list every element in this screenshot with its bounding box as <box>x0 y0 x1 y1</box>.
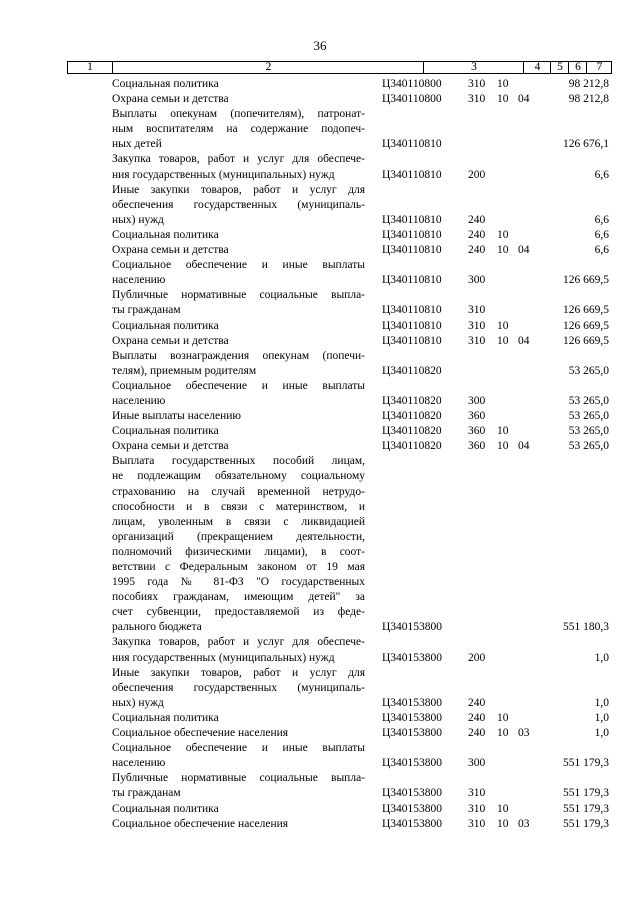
table-row <box>0 243 640 258</box>
table-row <box>0 802 640 817</box>
row-description <box>112 77 365 92</box>
amount: 98 212,8 <box>568 78 609 90</box>
table-row <box>0 726 640 741</box>
description-line: телям), приемным родителям <box>112 364 257 377</box>
expense-type: 310 <box>468 78 486 90</box>
section-code: 10 <box>497 334 509 347</box>
expense-type: 240 <box>468 213 486 226</box>
table-row <box>0 349 640 379</box>
description-line: организаций (прекращением деятельности, <box>112 530 365 543</box>
header-col-6: 6 <box>568 62 587 73</box>
target-article-code: Ц340110810 <box>382 228 442 241</box>
description-line: ных) нужд <box>112 696 164 709</box>
subsection-code: 04 <box>518 440 530 453</box>
row-description <box>112 288 365 318</box>
row-description <box>112 107 365 152</box>
description-line: ты гражданам <box>112 304 181 317</box>
row-description <box>112 635 365 665</box>
description-line: Социальное обеспечение и иные выплаты <box>112 379 365 392</box>
description-line: ных детей <box>112 138 162 151</box>
section-code: 10 <box>497 228 509 241</box>
row-description <box>112 666 365 711</box>
subsection-code: 03 <box>518 817 530 830</box>
description-line: Социальное обеспечение и иные выплаты <box>112 742 365 755</box>
section-code: 10 <box>497 817 509 830</box>
row-description <box>112 726 365 741</box>
table-row <box>0 152 640 182</box>
description-line: населению <box>112 274 166 287</box>
description-line: Социальное обеспечение и иные выплаты <box>112 259 365 272</box>
amount: 98 212,8 <box>568 93 609 106</box>
expense-type: 360 <box>468 440 486 453</box>
section-code: 10 <box>497 244 509 257</box>
description-line: рального бюджета <box>112 621 202 634</box>
amount: 6,6 <box>594 168 609 181</box>
row-description <box>112 802 365 817</box>
section-code: 10 <box>497 711 509 724</box>
target-article-code: Ц340153800 <box>382 757 443 770</box>
table-row <box>0 183 640 228</box>
amount: 1,0 <box>594 696 609 709</box>
amount: 53 265,0 <box>568 425 609 438</box>
target-article-code: Ц340153800 <box>382 787 443 800</box>
target-article-code: Ц340153800 <box>382 802 443 815</box>
row-description <box>112 183 365 228</box>
description-line: Публичные нормативные социальные выпла- <box>112 289 365 302</box>
amount: 551 180,3 <box>563 621 609 634</box>
header-col-3: 3 <box>423 62 524 73</box>
target-article-code: Ц340110810 <box>382 274 442 287</box>
amount: 53 265,0 <box>568 440 609 453</box>
target-article-code: Ц340153800 <box>382 727 443 740</box>
target-article-code: Ц340110810 <box>382 319 442 332</box>
amount: 1,0 <box>594 651 609 664</box>
section-code: 10 <box>497 727 509 740</box>
header-col-7: 7 <box>586 62 612 73</box>
description-line: ния государственных (муниципальных) нужд <box>112 168 335 181</box>
expense-type: 360 <box>468 425 486 438</box>
target-article-code: Ц340110810 <box>382 244 442 257</box>
description-line: Закупка товаров, работ и услуг для обеспече- <box>112 636 365 649</box>
table-row <box>0 258 640 288</box>
table-row <box>0 454 640 635</box>
subsection-code: 04 <box>518 93 530 106</box>
description-line: Охрана семьи и детства <box>112 244 229 257</box>
target-article-code: Ц340110810 <box>382 304 442 317</box>
expense-type: 310 <box>468 319 486 332</box>
description-line: Социальная политика <box>112 319 219 332</box>
expense-type: 360 <box>468 410 486 423</box>
description-line: Социальная политика <box>112 802 219 815</box>
description-line: пособиях гражданам, имеющим детей" за <box>112 591 365 604</box>
amount: 6,6 <box>594 213 609 226</box>
target-article-code: Ц340153800 <box>382 817 443 830</box>
expense-type: 300 <box>468 274 486 287</box>
expense-type: 310 <box>468 802 486 815</box>
section-code: 10 <box>497 440 509 453</box>
description-line: ветствии с Федеральным законом от 19 мая <box>112 561 365 573</box>
table-row <box>0 379 640 409</box>
expense-type: 240 <box>468 727 486 740</box>
target-article-code: Ц340110810 <box>382 213 442 226</box>
description-line: счет субвенции, предоставляемой из феде- <box>112 606 365 619</box>
expense-type: 240 <box>468 696 486 709</box>
section-code: 10 <box>497 93 509 106</box>
row-description <box>112 771 365 801</box>
expense-type: 240 <box>468 244 486 257</box>
description-line: Публичные нормативные социальные выпла- <box>112 772 365 785</box>
description-line: Выплаты вознаграждения опекунам (попечи- <box>112 349 365 362</box>
amount: 6,6 <box>594 244 609 257</box>
expense-type: 310 <box>468 787 486 800</box>
description-line: способности и в связи с материнством, и <box>112 500 365 513</box>
section-code: 10 <box>497 802 509 815</box>
row-description <box>112 741 365 771</box>
table-row <box>0 228 640 243</box>
amount: 551 179,3 <box>563 802 609 815</box>
amount: 6,6 <box>594 228 609 241</box>
expense-type: 200 <box>468 651 486 664</box>
description-line: Выплата государственных пособий лицам, <box>112 455 365 468</box>
description-line: страхованию на случай временной нетрудо- <box>112 485 365 498</box>
description-line: Социальное обеспечение населения <box>112 727 289 740</box>
target-article-code: Ц340153800 <box>382 711 443 724</box>
target-article-code: Ц340110820 <box>382 425 442 438</box>
expense-type: 310 <box>468 334 486 347</box>
description-line: полномочий физическими лицами), в соот- <box>112 545 365 558</box>
amount: 1,0 <box>594 727 609 740</box>
table-row <box>0 741 640 771</box>
description-line: Закупка товаров, работ и услуг для обеспече- <box>112 153 365 166</box>
target-article-code: Ц340110800 <box>382 93 442 106</box>
description-line: Социальная политика <box>112 711 219 724</box>
table-row <box>0 107 640 152</box>
table-row <box>0 77 640 92</box>
target-article-code: Ц340110820 <box>382 364 442 377</box>
amount: 551 179,3 <box>563 817 609 830</box>
amount: 126 669,5 <box>563 319 609 332</box>
subsection-code: 04 <box>518 334 530 347</box>
amount: 126 669,5 <box>563 304 609 317</box>
description-line: населению <box>112 394 166 407</box>
row-description <box>112 439 365 454</box>
target-article-code: Ц340110820 <box>382 440 442 453</box>
description-line: Социальная политика <box>112 78 219 90</box>
section-code: 10 <box>497 425 509 438</box>
table-row <box>0 711 640 726</box>
table-header <box>67 61 612 74</box>
target-article-code: Ц340110810 <box>382 168 442 181</box>
description-line: ных) нужд <box>112 213 164 226</box>
target-article-code: Ц340110810 <box>382 138 442 151</box>
description-line: Социальное обеспечение населения <box>112 817 289 830</box>
description-line: Охрана семьи и детства <box>112 440 229 453</box>
amount: 126 669,5 <box>563 334 609 347</box>
table-row <box>0 817 640 832</box>
description-line: Выплаты опекунам (попечителям), патронат- <box>112 108 365 121</box>
amount: 1,0 <box>594 711 609 724</box>
expense-type: 310 <box>468 817 486 830</box>
description-line: Социальная политика <box>112 425 219 438</box>
row-description <box>112 424 365 439</box>
amount: 126 669,5 <box>563 274 609 287</box>
amount: 53 265,0 <box>568 364 609 377</box>
description-line: Охрана семьи и детства <box>112 334 229 347</box>
description-line: ты гражданам <box>112 787 181 800</box>
expense-type: 310 <box>468 304 486 317</box>
table-row <box>0 334 640 349</box>
table-row <box>0 92 640 107</box>
table-row <box>0 635 640 665</box>
row-description <box>112 711 365 726</box>
row-description <box>112 258 365 288</box>
description-line: Иные закупки товаров, работ и услуг для <box>112 183 365 196</box>
page-number: 36 <box>313 38 327 53</box>
row-description <box>112 243 365 258</box>
header-col-4: 4 <box>523 62 551 73</box>
description-line: не подлежащим обязательному социальному <box>112 470 365 483</box>
amount: 551 179,3 <box>563 757 609 770</box>
amount: 126 676,1 <box>563 138 609 151</box>
row-description <box>112 379 365 409</box>
amount: 551 179,3 <box>563 787 609 800</box>
table-row <box>0 439 640 454</box>
table-row <box>0 319 640 334</box>
expense-type: 240 <box>468 228 486 241</box>
description-line: Социальная политика <box>112 228 219 241</box>
description-line: обеспечения государственных (муниципаль- <box>112 681 365 694</box>
target-article-code: Ц340110820 <box>382 410 442 423</box>
table-row <box>0 409 640 424</box>
table-row <box>0 771 640 801</box>
header-col-1: 1 <box>87 61 93 73</box>
row-description <box>112 152 365 182</box>
row-description <box>112 319 365 334</box>
description-line: ным воспитателям на содержание подопеч- <box>112 123 365 136</box>
target-article-code: Ц340110820 <box>382 394 442 407</box>
amount: 53 265,0 <box>568 394 609 407</box>
target-article-code: Ц340110810 <box>382 334 442 347</box>
subsection-code: 03 <box>518 727 530 740</box>
description-line: населению <box>112 757 166 770</box>
section-code: 10 <box>497 319 509 332</box>
expense-type: 300 <box>468 757 486 770</box>
table-row <box>0 424 640 439</box>
row-description <box>112 92 365 107</box>
table-body <box>0 77 640 832</box>
description-line: ния государственных (муниципальных) нужд <box>112 651 335 664</box>
target-article-code: Ц340153800 <box>382 696 443 709</box>
row-description <box>112 817 365 832</box>
expense-type: 310 <box>468 93 486 106</box>
description-line: обеспечения государственных (муниципаль- <box>112 198 365 211</box>
target-article-code: Ц340153800 <box>382 621 443 634</box>
row-description <box>112 409 365 424</box>
header-col-5: 5 <box>550 62 569 73</box>
row-description <box>112 334 365 349</box>
table-row <box>0 666 640 711</box>
expense-type: 300 <box>468 394 486 407</box>
target-article-code: Ц340110800 <box>382 78 442 90</box>
description-line: Иные закупки товаров, работ и услуг для <box>112 666 365 679</box>
row-description <box>112 349 365 379</box>
row-description <box>112 228 365 243</box>
header-col-2: 2 <box>112 62 424 73</box>
expense-type: 240 <box>468 711 486 724</box>
table-row <box>0 288 640 318</box>
subsection-code: 04 <box>518 244 530 257</box>
expense-type: 200 <box>468 168 486 181</box>
section-code: 10 <box>497 78 509 90</box>
target-article-code: Ц340153800 <box>382 651 443 664</box>
amount: 53 265,0 <box>568 410 609 423</box>
description-line: 1995 года № 81-ФЗ "О государственных <box>112 576 365 589</box>
description-line: Иные выплаты населению <box>112 410 241 423</box>
description-line: Охрана семьи и детства <box>112 93 229 106</box>
row-description <box>112 454 365 635</box>
description-line: лицам, уволенным в связи с ликвидацией <box>112 515 365 528</box>
